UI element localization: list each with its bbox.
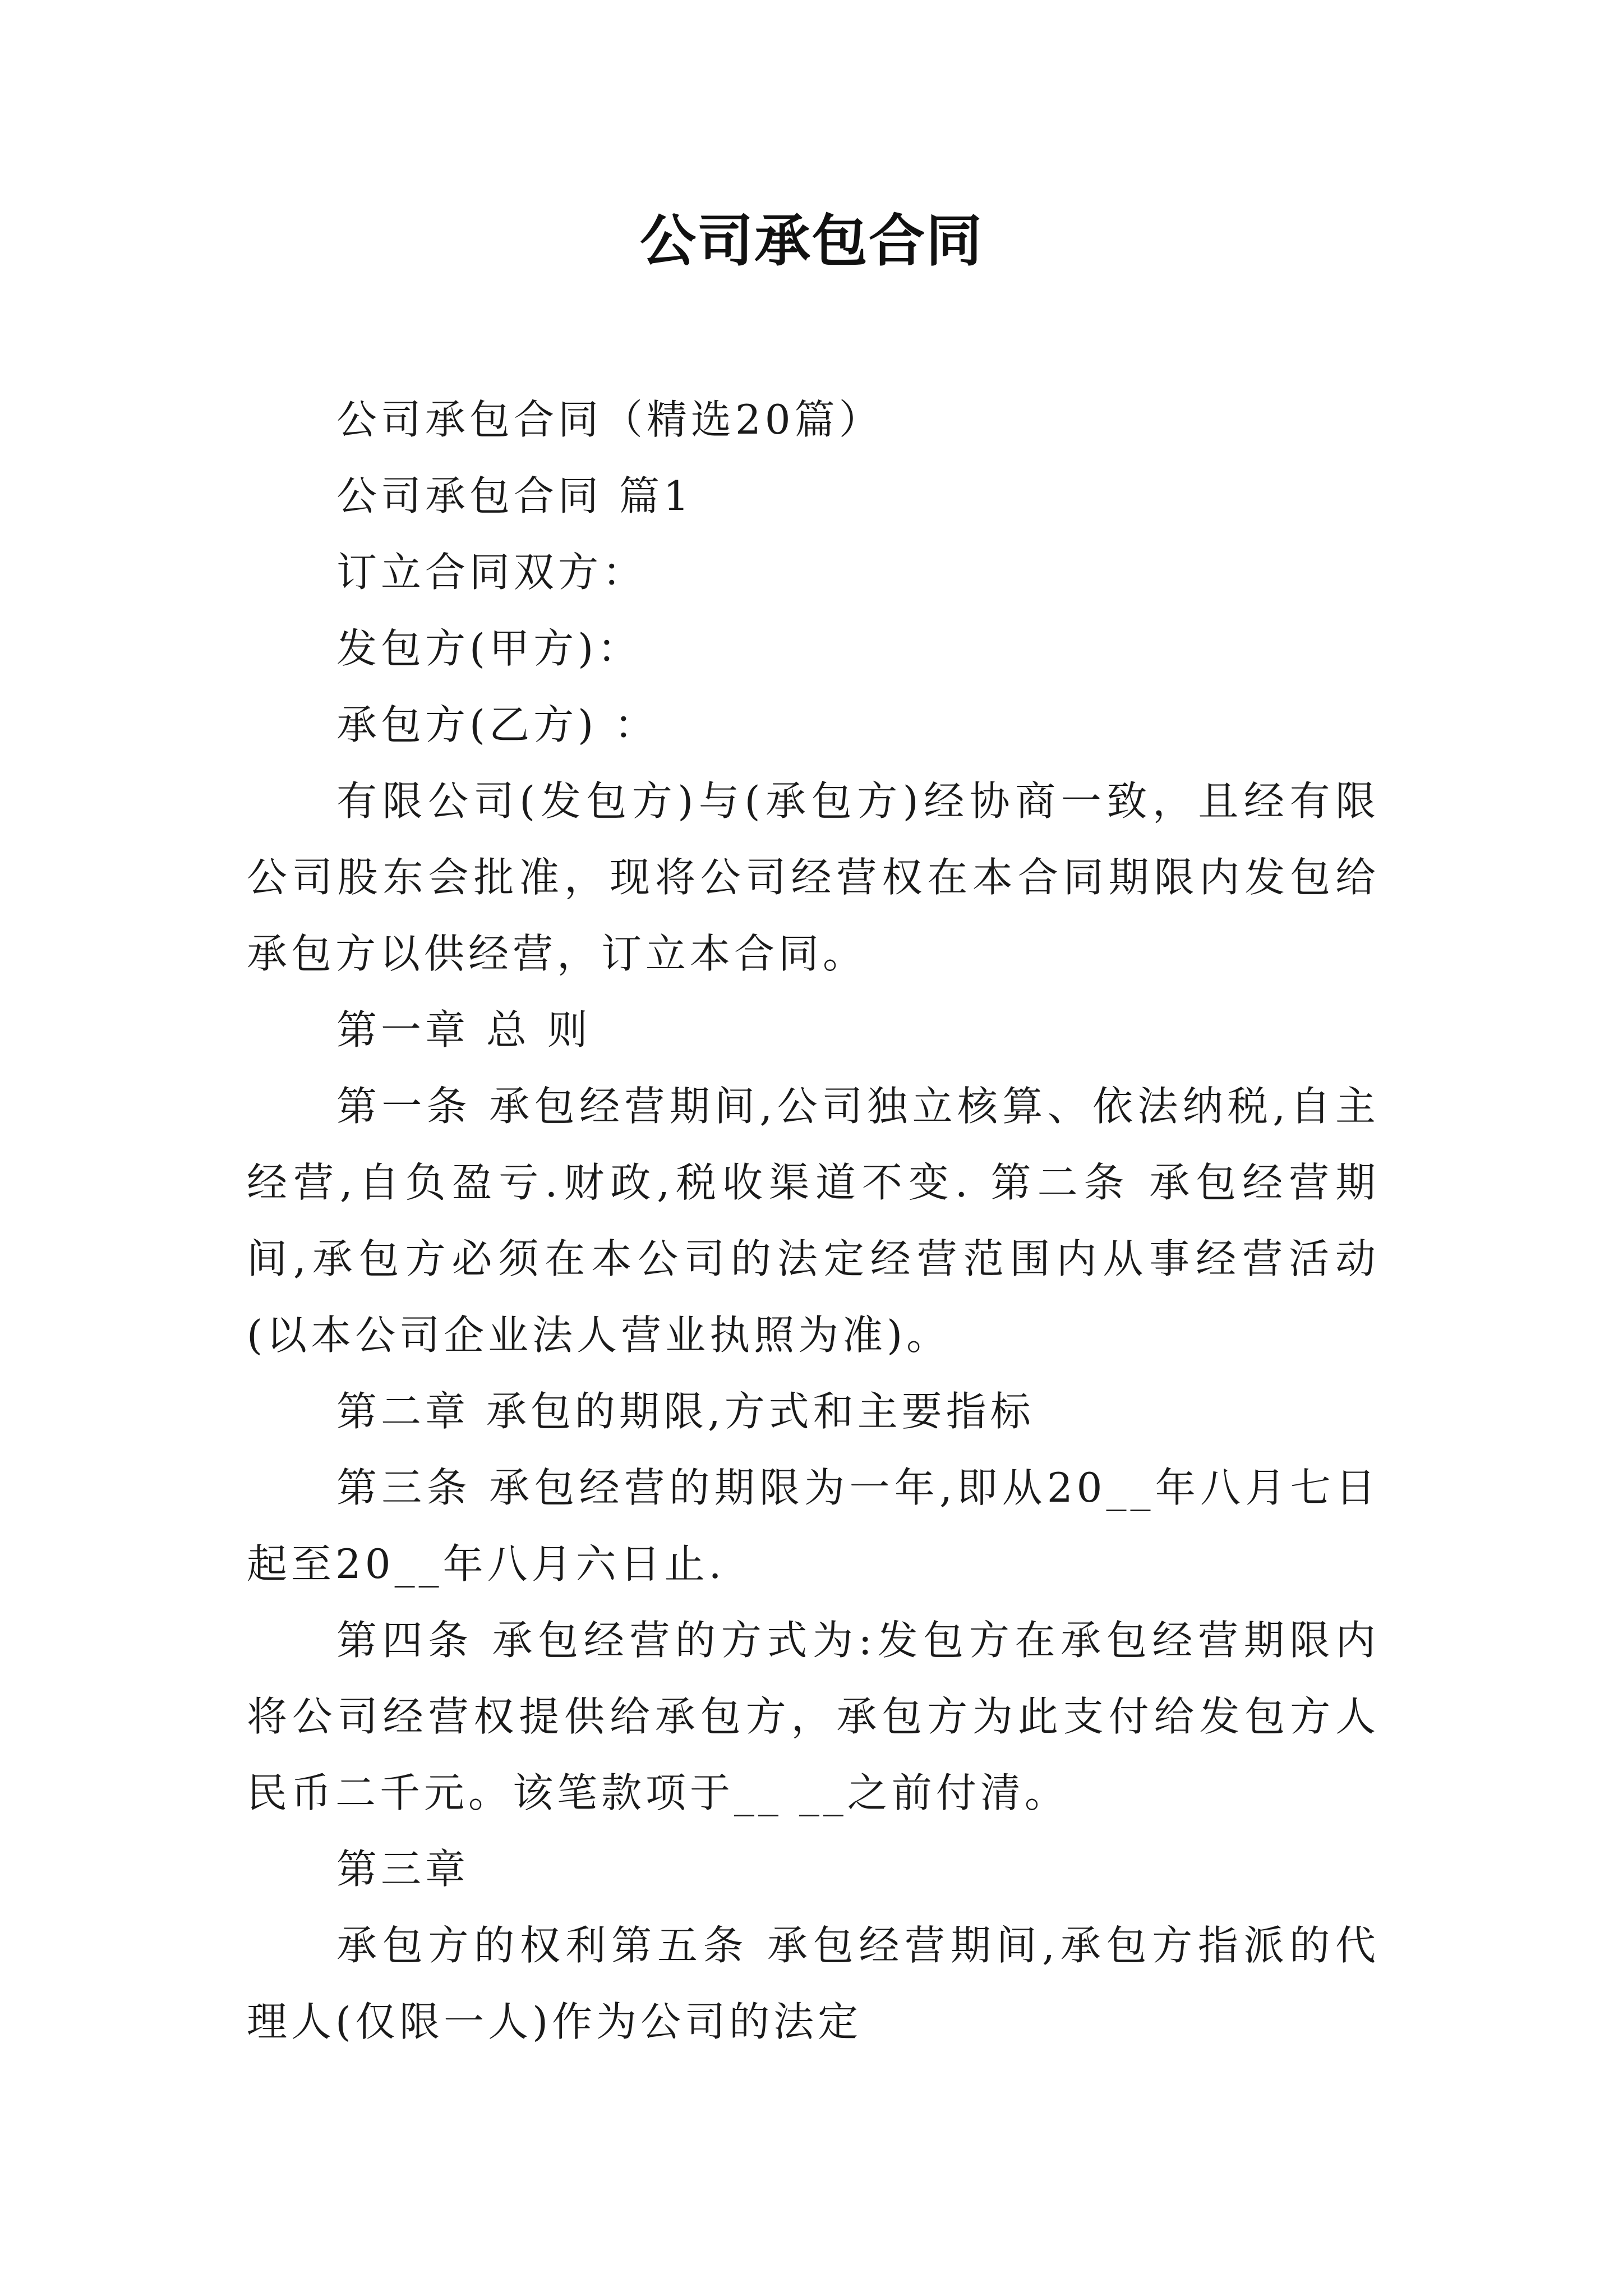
paragraph-parties-label: 订立合同双方： xyxy=(336,549,647,596)
paragraph-article-4: 第四条 承包经营的方式为:发包方在承包经营期限内将公司经营权提供给承包方，承包方为此支付给发包方人民币二千元。该笔款项于__ __之前付清。 xyxy=(247,1617,1380,1816)
paragraph-article-3: 第三条 承包经营的期限为一年,即从20__年八月七日起至20__年八月六日止. xyxy=(247,1464,1380,1588)
paragraph-party-a: 发包方(甲方)： xyxy=(336,625,642,672)
paragraph-chapter-2: 第二章 承包的期限,方式和主要指标 xyxy=(336,1388,1035,1435)
paragraph-chapter-3: 第三章 xyxy=(336,1846,470,1893)
paragraph-preamble: 有限公司(发包方)与(承包方)经协商一致，且经有限公司股东会批准，现将公司经营权在本合同期限内发包给承包方以供经营，订立本合同。 xyxy=(247,777,1380,977)
paragraph-heading-selection: 公司承包合同（精选20篇） xyxy=(336,396,883,443)
paragraph-party-b: 承包方(乙方) ： xyxy=(336,701,659,748)
paragraph-articles-1-2: 第一条 承包经营期间,公司独立核算、依法纳税,自主经营,自负盈亏.财政,税收渠道不变. 第二条 承包经营期间,承包方必须在本公司的法定经营范围内从事经营活动(以本公司企业法人营业执照为准)。 xyxy=(247,1083,1380,1359)
document-title: 公司承包合同 xyxy=(640,208,983,274)
paragraph-article-5: 承包方的权利第五条 承包经营期间,承包方指派的代理人(仅限一人)作为公司的法定 xyxy=(247,1922,1380,2045)
paragraph-section-title: 公司承包合同 篇1 xyxy=(336,472,693,519)
document-body xyxy=(247,381,1380,2060)
paragraph-chapter-1: 第一章 总 则 xyxy=(336,1006,592,1053)
